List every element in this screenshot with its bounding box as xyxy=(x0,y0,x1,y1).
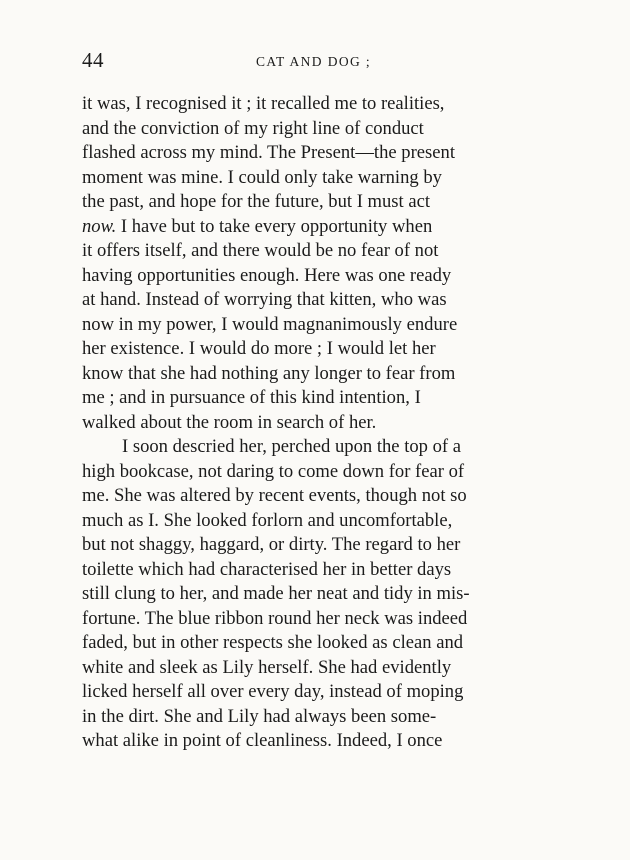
text-line: the past, and hope for the future, but I must act xyxy=(82,191,431,212)
paragraph-start-line: I soon descried her, perched upon the top of a xyxy=(122,436,461,457)
text-line-continuation: I have but to take every opportunity when xyxy=(116,215,433,237)
text-line: still clung to her, and made her neat and tidy in mis- xyxy=(82,583,470,604)
text-line: high bookcase, not daring to come down for fear of xyxy=(82,460,465,482)
text-line: at hand. Instead of worrying that kitten, who was xyxy=(82,289,447,310)
italic-word-now: now. xyxy=(82,215,117,237)
text-line: having opportunities enough. Here was one ready xyxy=(82,264,452,286)
text-line: what alike in point of cleanliness. Indeed, I once xyxy=(82,730,443,751)
text-line: moment was mine. I could only take warning by xyxy=(82,166,442,188)
text-line: much as I. She looked forlorn and uncomfortable, xyxy=(82,509,453,531)
running-title: CAT AND DOG ; xyxy=(256,54,372,69)
text-line: flashed across my mind. The Present—the present xyxy=(82,142,455,163)
text-line: and the conviction of my right line of conduct xyxy=(82,117,424,139)
text-line xyxy=(82,215,630,240)
text-line: faded, but in other respects she looked as clean and xyxy=(82,632,464,653)
text-line: now in my power, I would magnanimously endure xyxy=(82,313,458,335)
text-line: fortune. The blue ribbon round her neck was indeed xyxy=(82,607,468,629)
text-line: her existence. I would do more ; I would let her xyxy=(82,338,436,359)
text-line: toilette which had characterised her in better days xyxy=(82,558,452,580)
body-text xyxy=(82,92,630,754)
text-line: me ; and in pursuance of this kind intention, I xyxy=(82,387,421,408)
text-line: me. She was altered by recent events, though not so xyxy=(82,485,467,506)
text-line: it was, I recognised it ; it recalled me to realities, xyxy=(82,93,445,114)
text-line: white and sleek as Lily herself. She had evidently xyxy=(82,656,452,678)
text-line: walked about the room in search of her. xyxy=(82,411,377,433)
text-line: know that she had nothing any longer to fear from xyxy=(82,362,456,384)
text-line: licked herself all over every day, instead of moping xyxy=(82,681,464,702)
page-header xyxy=(82,48,562,76)
text-line: but not shaggy, haggard, or dirty. The regard to her xyxy=(82,534,461,555)
page-number: 44 xyxy=(82,48,104,72)
text-line: it offers itself, and there would be no fear of not xyxy=(82,240,439,261)
text-line: in the dirt. She and Lily had always been some- xyxy=(82,705,437,727)
